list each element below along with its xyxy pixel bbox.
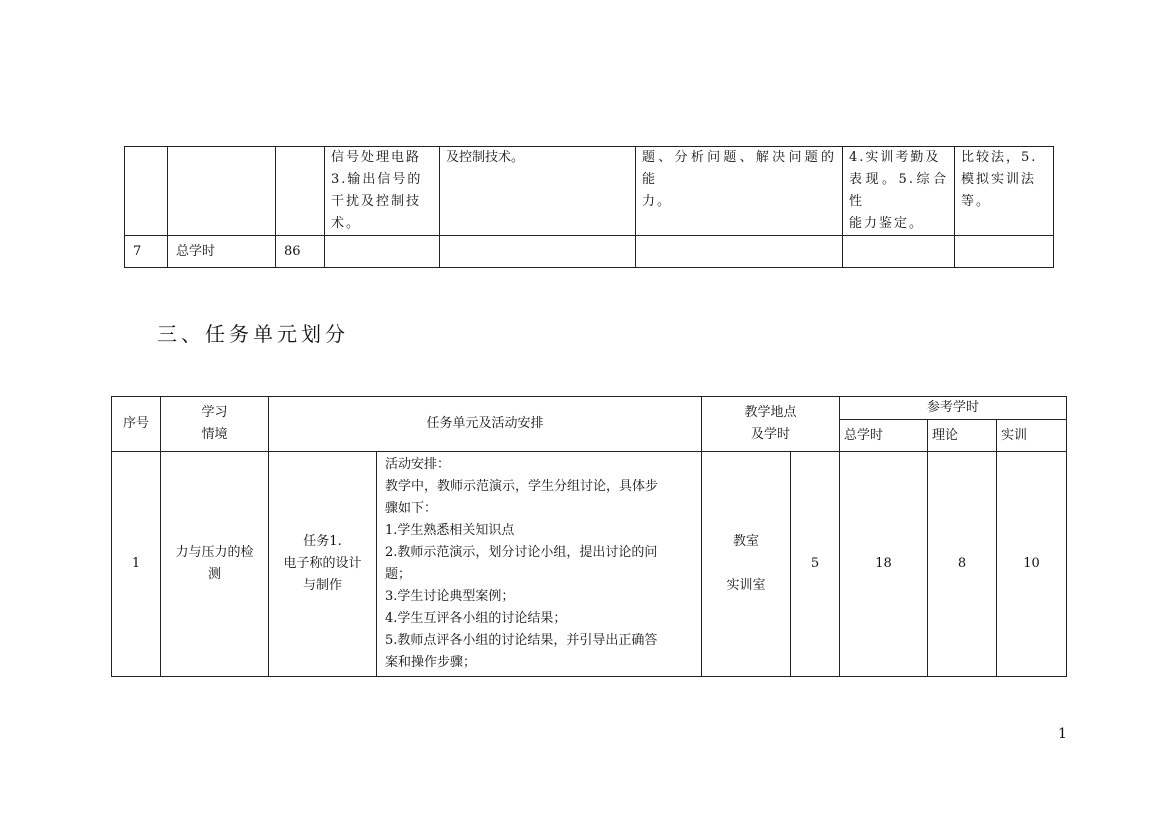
table-cell: [843, 236, 955, 268]
header-ref-hours: 参考学时: [840, 397, 1067, 420]
task-unit-table: [111, 396, 1067, 677]
header-text: 教学地点: [744, 405, 797, 420]
cell-text: 力与压力的检: [175, 545, 254, 560]
header-theory: 理论: [928, 420, 997, 452]
table-cell: [955, 147, 1054, 236]
activity-line: 1.学生熟悉相关知识点: [385, 523, 515, 538]
cell-text: 实训室: [726, 578, 766, 593]
section-heading: 三、任务单元划分: [157, 322, 349, 346]
row-place-hours: 5: [791, 452, 840, 677]
table-cell: [636, 147, 843, 236]
row-theory-hours: 8: [928, 452, 997, 677]
spacer: [706, 553, 786, 575]
cell-text: 能力鉴定。: [849, 216, 925, 231]
total-hours-label: 总学时: [168, 236, 276, 268]
activity-line: 4.学生互评各小组的讨论结果；: [385, 611, 567, 626]
header-tasks: 任务单元及活动安排: [269, 397, 702, 452]
activity-line: 题；: [385, 567, 412, 582]
activity-line: 骤如下：: [385, 501, 438, 516]
table-cell: [636, 236, 843, 268]
table-cell: [440, 236, 636, 268]
row-seq: 1: [112, 452, 161, 677]
table-row: [125, 147, 1054, 236]
cell-text: 电子称的设计: [283, 556, 362, 571]
cell-text: 模拟实训法: [961, 172, 1037, 187]
course-structure-table: [124, 146, 1054, 268]
cell-text: 信号处理电路: [331, 150, 422, 165]
row-place: [702, 452, 791, 677]
row-seq: 7: [125, 236, 168, 268]
header-text: 情境: [201, 427, 228, 442]
cell-text: 表现。5.综合性: [849, 172, 948, 209]
activity-line: 5.教师点评各小组的讨论结果，并引导出正确答: [385, 633, 658, 648]
header-text: 学习: [201, 405, 228, 420]
table-cell: [168, 147, 276, 236]
cell-text: 4.实训考勤及: [849, 150, 941, 165]
table-cell: [955, 236, 1054, 268]
cell-text: 任务1.: [303, 534, 342, 549]
cell-text: 干扰及控制技: [331, 194, 422, 209]
table-cell: [325, 147, 440, 236]
page-number: 1: [1058, 726, 1067, 742]
activity-line: 3.学生讨论典型案例；: [385, 589, 515, 604]
cell-text: 题、分析问题、解决问题的能: [642, 150, 836, 187]
table-row: [125, 236, 1054, 268]
table-cell: [276, 147, 325, 236]
row-practice-hours: 10: [997, 452, 1067, 677]
table-row: [112, 452, 1067, 677]
table-cell: [325, 236, 440, 268]
total-hours-value: 86: [276, 236, 325, 268]
row-situation: [161, 452, 269, 677]
header-practice: 实训: [997, 420, 1067, 452]
row-task: [269, 452, 377, 677]
cell-text: 比较法，5.: [961, 150, 1038, 165]
header-text: 及学时: [751, 427, 791, 442]
header-place: [702, 397, 840, 452]
header-row: [112, 397, 1067, 420]
header-seq: 序号: [112, 397, 161, 452]
table-cell: [125, 147, 168, 236]
activity-line: 教学中，教师示范演示，学生分组讨论，具体步: [385, 479, 659, 494]
activity-line: 2.教师示范演示，划分讨论小组，提出讨论的问: [385, 545, 658, 560]
row-activity: [377, 452, 702, 677]
cell-text: 与制作: [302, 578, 342, 593]
table-cell: [440, 147, 636, 236]
activity-line: 案和操作步骤；: [385, 655, 477, 670]
header-total: 总学时: [840, 420, 928, 452]
cell-text: 测: [207, 567, 221, 582]
header-situation: [161, 397, 269, 452]
cell-text: 等。: [961, 194, 992, 209]
cell-text: 术。: [331, 216, 362, 231]
cell-text: 3.输出信号的: [331, 172, 423, 187]
cell-text: 力。: [642, 194, 673, 209]
activity-line: 活动安排：: [385, 457, 451, 472]
cell-text: 及控制技术。: [446, 150, 525, 165]
row-total-hours: 18: [840, 452, 928, 677]
table-cell: [843, 147, 955, 236]
cell-text: 教室: [733, 534, 760, 549]
